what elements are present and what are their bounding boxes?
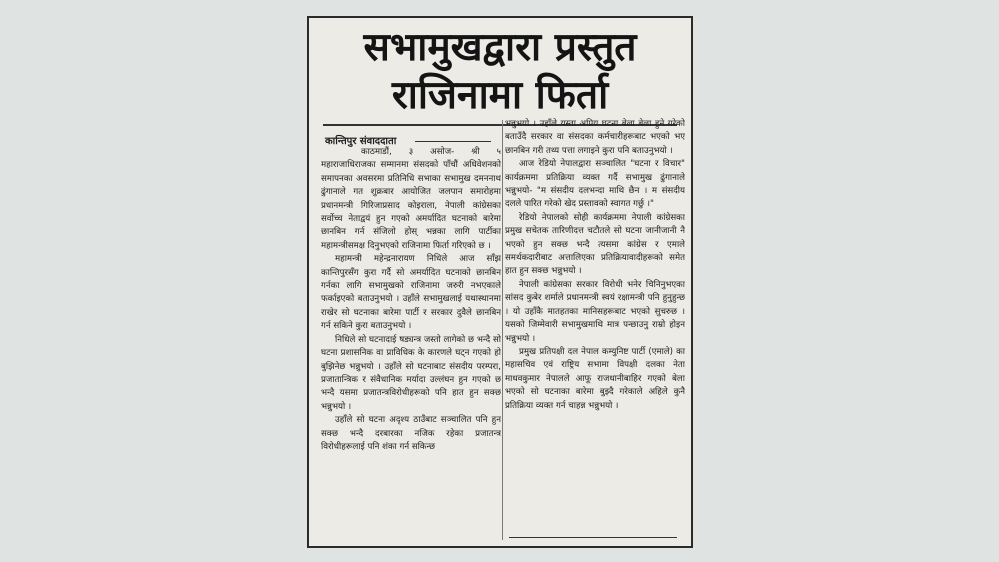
paragraph: नेपाली कांग्रेसका सरकार विरोधी भनेर चिनिनुभएका सांसद कुबेर शर्माले प्रधानमन्त्री स्वयं रक्षामन्त्री पनि हुनुहुन्छ । यो उहाँकै मातहतका मानिसहरूबाट भएको सुचरुछ । यसको जिम्मेवारी सभामुखमाथि मात्र पन्छाउनु राम्रो होइन भन्नुभयो । <box>505 279 685 344</box>
paragraph: रेडियो नेपालको सोही कार्यक्रममा नेपाली कांग्रेसका प्रमुख सचेतक तारिणीदत्त चटौतले सो घटना जानीजानी नै भएको हुन सक्छ भन्दै त्यसमा कांग्रेस र एमाले समर्थकदारीबाट अत्तालिएका प्रतिक्रियावादीहरूको समेत हात हुन सक्छ भन्नुभयो । <box>505 212 685 277</box>
article-column-left <box>321 146 501 542</box>
column-divider <box>502 120 503 540</box>
paragraph: निधिले सो घटनादाई षड्यन्त्र जस्तो लागेको छ भन्दै सो घटना प्रशासनिक वा प्राविधिक के कारणले घट्न गएको हो बुझिनेछ भन्नुभयो । उहाँले सो घटनाबाट संसदीय परम्परा, प्रजातान्त्रिक र संवैधानिक मर्यादा उल्लंघन हुन गएको छ भन्दै यसमा प्रजातन्त्रविरोधीहरूको पनि हात हुन सक्छ भन्नुभयो । <box>321 334 501 412</box>
newspaper-clipping <box>307 16 693 548</box>
headline-line-1: सभामुखद्वारा प्रस्तुत <box>363 25 637 70</box>
end-rule <box>509 537 677 538</box>
article-column-right <box>505 118 685 548</box>
byline-rule <box>415 141 491 142</box>
paragraph: महामन्त्री महेन्द्रनारायण निधिले आज साँझ कान्तिपुरसँग कुरा गर्दै सो अमर्यादित घटनाको छानबिन गर्नका लागि सभामुखको राजिनामा जरुरी नभएकाले फर्काइएको बताउनुभयो । उहाँले सभामुखलाई यथास्थानमा राखेर सो घटनाका बारेमा पार्टी र सरकार दुवैले छानबिन गर्न सकिने कुरा बताउनुभयो । <box>321 254 501 332</box>
paragraph: भन्नुभयो । उहाँले यस्ता अप्रिय घटना बेला बेला हुने गरेको बताउँदै सरकार वा संसदका कर्मचारीहरूबाट भएको भए छानबिन गरी तथ्य पत्ता लगाइने कुरा पनि बताउनुभयो । <box>505 119 685 156</box>
paragraph: उहाँले सो घटना अदृश्य ठाउँबाट सञ्चालित पनि हुन सक्छ भन्दै दरबारका नजिक रहेका प्रजातन्त्र विरोधीहरूलाई पनि शंका गर्न सकिन्छ <box>321 415 501 452</box>
paragraph: काठमाडौं, ३ असोज- श्री ५ महाराजाधिराजका सम्मानमा संसदको पाँचौं अधिवेशनको समापनका अवसरमा प्रतिनिधि सभाका सभामुख दमननाथ ढुंगानाले गत शुक्रबार आयोजित जलपान समारोहमा प्रधानमन्त्री गिरिजाप्रसाद कोइराला, नेपाली कांग्रेसका सर्वोच्च नेताद्वयं हुन गएको अमर्यादित घटनाको बारेमा छानबिन गर्न संजिलो होस् भन्नका लागि पार्टीका महामन्त्रीसमक्ष दिनुभएको राजिनामा फिर्ता गरिएको छ । <box>321 147 501 251</box>
paragraph: आज रेडियो नेपालद्वारा सञ्चालित "घटना र विचार" कार्यक्रममा प्रतिक्रिया व्यक्त गर्दै सभामुख ढुंगानाले भन्नुभयो- "म संसदीय दलभन्दा माथि छैन । म संसदीय दलले पारित गरेको खेद प्रस्तावको स्वागत गर्छु ।" <box>505 159 685 210</box>
headline-line-2: राजिनामा फिर्ता <box>391 73 609 118</box>
byline: कान्तिपुर संवाददाता <box>325 136 397 147</box>
paragraph: प्रमुख प्रतिपक्षी दल नेपाल कम्युनिष्ट पार्टी (एमाले) का महासचिव एवं राष्ट्रिय सभामा विपक्षी दलका नेता माधवकुमार नेपालले आफू राजधानीबाहिर गएको बेला भएको सो घटनाका बारेमा बुझ्दै गरेकाले अहिले कुनै प्रतिक्रिया व्यक्त गर्न चाहन्न भन्नुभयो । <box>505 346 685 411</box>
